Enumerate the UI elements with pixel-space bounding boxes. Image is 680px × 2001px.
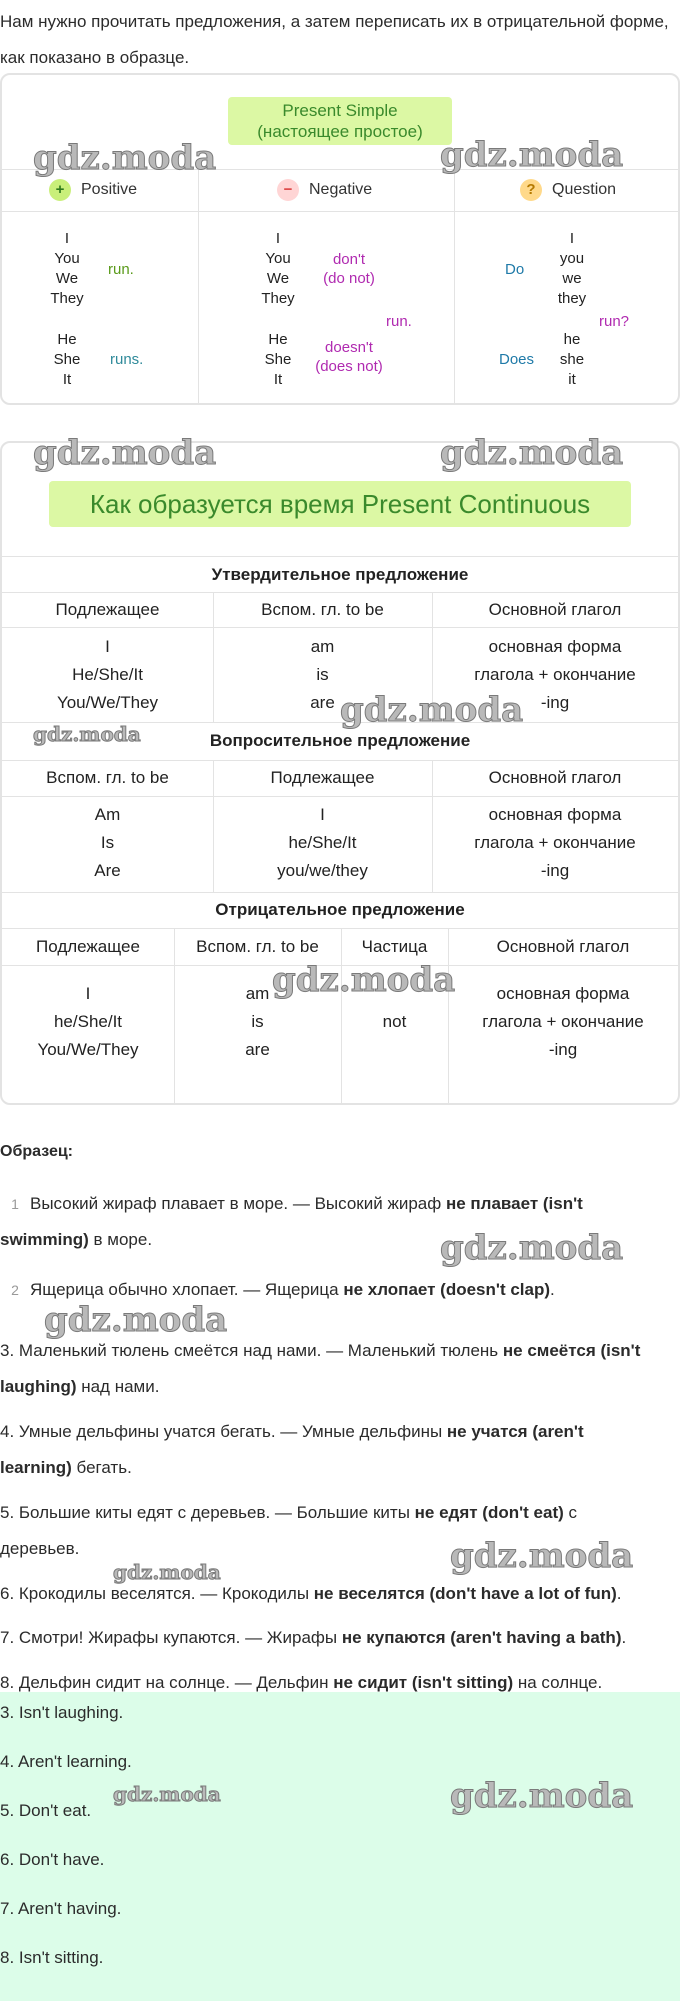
intro-text: Нам нужно прочитать предложения, а затем переписать их в отрицательной форме, как показано в образце. bbox=[0, 12, 669, 67]
answer-item: 5. Don't eat. bbox=[0, 1801, 92, 1820]
item-bold: не купаются (aren't having a bath) bbox=[341, 1628, 622, 1647]
negative-pronouns-1: I You We They bbox=[261, 230, 295, 307]
sample-item-2 bbox=[0, 1272, 670, 1308]
item-text: 8. Дельфин сидит на солнце. — Дельфин bbox=[0, 1673, 334, 1692]
list-item bbox=[0, 1495, 640, 1567]
item-tail: над нами. bbox=[76, 1377, 160, 1396]
watermark: gdz.moda bbox=[450, 1776, 634, 1816]
affirmative-header-verb: Основной глагол bbox=[488, 600, 622, 619]
question-aux-2: Does bbox=[499, 351, 535, 368]
question-pronouns-2: he she it bbox=[559, 331, 585, 388]
negative-header-particle: Частица bbox=[361, 937, 428, 956]
affirmative-header-aux: Вспом. гл. to be bbox=[261, 600, 384, 619]
divider bbox=[2, 627, 678, 628]
item-bold: не учатся (aren't learning) bbox=[0, 1422, 584, 1477]
watermark: gdz.moda bbox=[113, 1782, 221, 1806]
list-item bbox=[0, 1333, 678, 1405]
divider bbox=[2, 965, 678, 966]
negative-header-verb: Основной глагол bbox=[496, 937, 630, 956]
header-question bbox=[520, 179, 616, 201]
divider bbox=[2, 592, 678, 593]
item-text: Высокий жираф плавает в море. — Высокий жираф bbox=[30, 1194, 446, 1213]
divider bbox=[2, 556, 678, 557]
item-bold: не плавает (isn't swimming) bbox=[0, 1194, 583, 1249]
item-bold: не веселятся (don't have a lot of fun) bbox=[313, 1584, 617, 1603]
divider bbox=[454, 169, 455, 403]
watermark: gdz.moda bbox=[33, 138, 217, 178]
present-simple-title bbox=[228, 97, 452, 145]
item-number: 1 bbox=[11, 1196, 19, 1212]
header-positive bbox=[49, 179, 137, 201]
interrogative-title: Вопросительное предложение bbox=[209, 731, 471, 750]
header-question-label: Question bbox=[552, 181, 617, 198]
header-negative-label: Negative bbox=[309, 181, 373, 198]
negative-aux: am is are bbox=[245, 984, 270, 1059]
question-verb: run? bbox=[599, 313, 630, 330]
negative-subjects: I he/She/It You/We/They bbox=[37, 984, 139, 1059]
affirmative-aux: am is are bbox=[310, 637, 335, 712]
item-bold: не хлопает (doesn't clap) bbox=[343, 1280, 551, 1299]
item-text: 4. Умные дельфины учатся бегать. — Умные дельфины bbox=[0, 1422, 447, 1441]
title-line-2: (настоящее простое) bbox=[257, 122, 423, 141]
interrogative-header-verb: Основной глагол bbox=[488, 768, 622, 787]
affirmative-header-subject: Подлежащее bbox=[55, 600, 160, 619]
present-continuous-title: Как образуется время Present Continuous bbox=[49, 481, 631, 527]
watermark: gdz.moda bbox=[33, 433, 217, 473]
title-line-1: Present Simple bbox=[282, 101, 398, 120]
divider bbox=[2, 169, 678, 170]
sample-item-1 bbox=[0, 1186, 660, 1258]
divider bbox=[2, 211, 678, 212]
positive-verb-2: runs. bbox=[110, 351, 144, 368]
negative-aux-2: doesn't (does not) bbox=[315, 339, 383, 375]
negative-aux-1: don't (do not) bbox=[323, 251, 375, 287]
minus-icon: − bbox=[277, 179, 299, 201]
affirmative-subjects: I He/She/It You/We/They bbox=[56, 637, 159, 712]
affirmative-title: Утвердительное предложение bbox=[211, 565, 469, 584]
negative-title: Отрицательное предложение bbox=[215, 900, 465, 919]
item-tail: бегать. bbox=[71, 1458, 132, 1477]
item-tail: с деревьев. bbox=[0, 1503, 578, 1558]
present-simple-card bbox=[0, 73, 680, 405]
item-bold: не едят (don't eat) bbox=[414, 1503, 564, 1522]
divider bbox=[2, 796, 678, 797]
item-tail: в море. bbox=[88, 1230, 153, 1249]
negative-verb: run. bbox=[386, 313, 412, 330]
positive-pronouns-1: I You We They bbox=[50, 230, 84, 307]
watermark: gdz.moda bbox=[44, 1300, 228, 1340]
present-continuous-card bbox=[0, 441, 680, 1105]
watermark: gdz.moda bbox=[450, 1536, 634, 1576]
list-item bbox=[0, 1620, 680, 1656]
interrogative-aux: Am Is Are bbox=[94, 805, 121, 880]
watermark: gdz.moda bbox=[33, 722, 141, 746]
item-number: 2 bbox=[11, 1282, 19, 1298]
item-bold: не смеётся (isn't laughing) bbox=[0, 1341, 641, 1396]
negative-header-subject: Подлежащее bbox=[36, 937, 140, 956]
list-item bbox=[0, 1414, 640, 1486]
negative-verb: основная форма глагола + окончание -ing bbox=[482, 984, 644, 1059]
item-tail: . bbox=[621, 1628, 627, 1647]
watermark: gdz.moda bbox=[113, 1560, 221, 1584]
watermark: gdz.moda bbox=[340, 690, 524, 730]
divider bbox=[2, 928, 678, 929]
item-tail: . bbox=[616, 1584, 622, 1603]
affirmative-verb: основная форма глагола + окончание -ing bbox=[474, 637, 636, 712]
question-aux-1: Do bbox=[505, 261, 525, 278]
item-bold: не сидит (isn't sitting) bbox=[333, 1673, 514, 1692]
interrogative-subjects: I he/She/It you/we/they bbox=[277, 805, 368, 880]
answer-item: 7. Aren't having. bbox=[0, 1899, 122, 1918]
item-text: 3. Маленький тюлень смеётся над нами. — Маленький тюлень bbox=[0, 1341, 503, 1360]
watermark: gdz.moda bbox=[440, 135, 624, 175]
divider bbox=[2, 760, 678, 761]
item-tail: на солнце. bbox=[513, 1673, 603, 1692]
header-negative bbox=[277, 179, 372, 201]
question-icon: ? bbox=[520, 179, 542, 201]
item-text: 5. Большие киты едят с деревьев. — Большие киты bbox=[0, 1503, 415, 1522]
watermark: gdz.moda bbox=[272, 960, 456, 1000]
divider bbox=[2, 892, 678, 893]
watermark: gdz.moda bbox=[440, 1228, 624, 1268]
divider bbox=[2, 722, 678, 723]
item-text: 7. Смотри! Жирафы купаются. — Жирафы bbox=[0, 1628, 342, 1647]
interrogative-header-subject: Подлежащее bbox=[270, 768, 375, 787]
answer-item: 6. Don't have. bbox=[0, 1850, 105, 1869]
watermark: gdz.moda bbox=[440, 433, 624, 473]
answer-item: 3. Isn't laughing. bbox=[0, 1703, 124, 1722]
negative-particle: not bbox=[382, 1012, 407, 1031]
item-text: Ящерица обычно хлопает. — Ящерица bbox=[30, 1280, 344, 1299]
item-text: 6. Крокодилы веселятся. — Крокодилы bbox=[0, 1584, 314, 1603]
plus-icon: + bbox=[49, 179, 71, 201]
answer-item: 4. Aren't learning. bbox=[0, 1752, 132, 1771]
negative-header-aux: Вспом. гл. to be bbox=[196, 937, 319, 956]
header-positive-label: Positive bbox=[81, 181, 138, 198]
positive-verb-1: run. bbox=[108, 261, 134, 278]
answers-block bbox=[0, 1692, 680, 2001]
answer-item: 8. Isn't sitting. bbox=[0, 1948, 104, 1967]
positive-pronouns-2: He She It bbox=[53, 331, 81, 388]
interrogative-header-aux: Вспом. гл. to be bbox=[46, 768, 169, 787]
interrogative-verb: основная форма глагола + окончание -ing bbox=[474, 805, 636, 880]
sample-heading: Образец: bbox=[0, 1143, 73, 1160]
question-pronouns-1: I you we they bbox=[557, 230, 587, 307]
divider bbox=[198, 169, 199, 403]
negative-pronouns-2: He She It bbox=[264, 331, 292, 388]
item-tail: . bbox=[550, 1280, 555, 1299]
list-item bbox=[0, 1576, 680, 1612]
